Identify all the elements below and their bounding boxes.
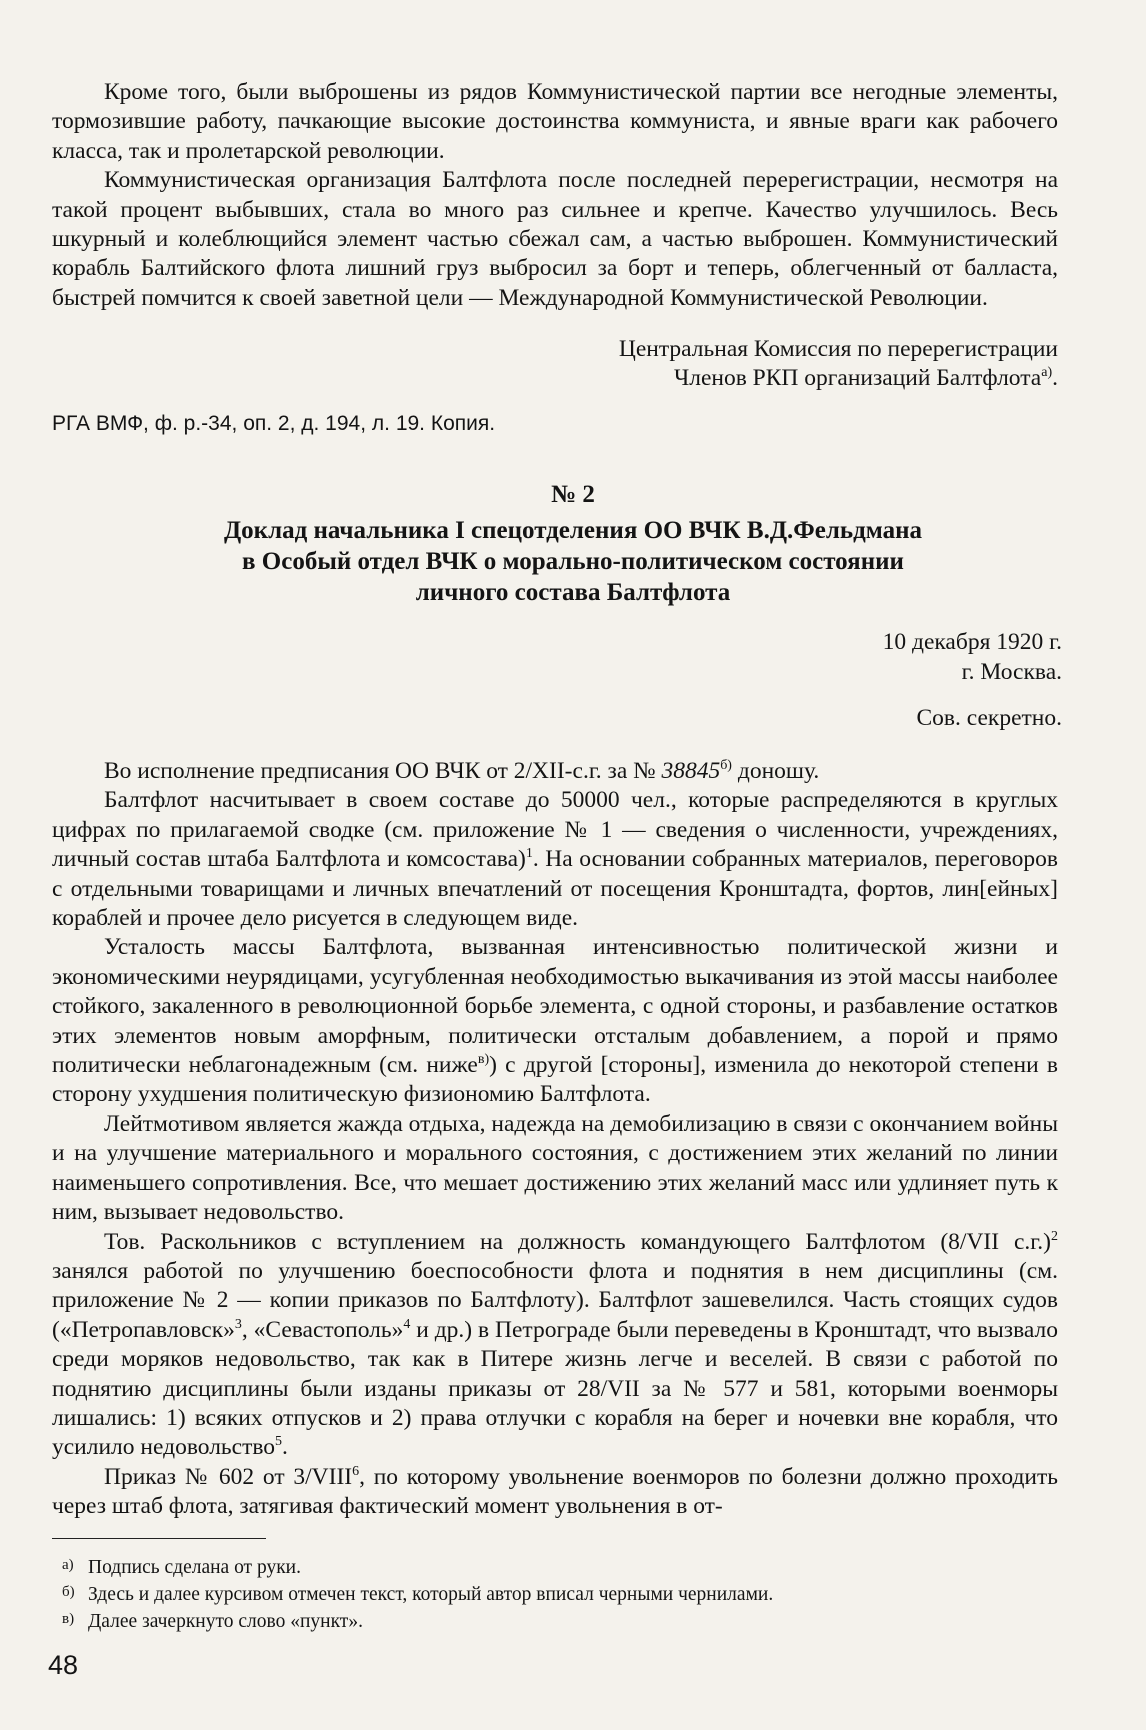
signature-line-2: Членов РКП организаций Балтфлота$^{а)}$.	[673, 365, 1058, 392]
footnotes	[62, 1554, 1042, 1635]
footnote-ref: а)	[1041, 365, 1053, 381]
endnote-ref: 4	[403, 1316, 411, 1332]
paragraph: Лейтмотивом является жажда отдыха, надежда на демобилизацию в связи с окончанием войны и на улучшение материального и морального состояния, с достижением этих желаний по линии наименьшего сопротивления. Все, что мешает достижению этих желаний масс или удлиняет путь к ним, вызывает недовольство.	[52, 1110, 1058, 1226]
paragraph: Балтфлот насчитывает в своем составе до 50000 чел., которые распределяются в круглых цифрах по прилагаемой сводке (см. приложение № 1 — сведения о численности, учреждениях, личный состав штаба Балтфлота и комсостава)$^1$. На основании собранных материалов, переговоров с отдельными товарищами и личных впечатлений от посещения Кронштадта, фортов, лин[ейных] кораблей и прочее дело рисуется в следующем виде.	[52, 787, 1058, 932]
footnote-mark: а)	[62, 1557, 74, 1573]
title-line: в Особый отдел ВЧК о морально-политическом состоянии	[242, 548, 904, 575]
document-date: 10 декабря 1920 г.	[882, 629, 1062, 655]
page-number: 48	[48, 1650, 79, 1680]
footnote	[62, 1581, 1042, 1608]
document-number: № 2	[551, 481, 595, 508]
archive-reference: РГА ВМФ, ф. р.-34, оп. 2, д. 194, л. 19. Копия.	[52, 412, 496, 435]
endnote-ref: 1	[525, 846, 533, 862]
paragraph: Кроме того, были выброшены из рядов Коммунистической партии все негодные элементы, тормозившие работу, пачкающие высокие достоинства коммуниста, и явные враги как рабочего класса, так и пролетарской революции.	[52, 79, 1058, 164]
report-body	[52, 757, 1058, 1522]
endnote-ref: 2	[1051, 1228, 1058, 1244]
endnote-ref: 3	[234, 1316, 242, 1332]
footnote	[62, 1554, 1042, 1581]
paragraph: Коммунистическая организация Балтфлота после последней перерегистрации, несмотря на такой процент выбывших, стала во много раз сильнее и крепче. Качество улучшилось. Весь шкурный и колеблющийся элемент частью сбежал сам, а частью выброшен. Коммунистический корабль Балтийского флота лишний груз выбросил за борт и теперь, облегченный от балласта, быстрей помчится к своей заветной цели — Международной Коммунистической Революции.	[52, 167, 1058, 311]
document-title	[110, 515, 1036, 608]
paragraph: Тов. Раскольников с вступлением на должность командующего Балтфлотом (8/VII с.г.)$^2$ занялся работой по улучшению боеспособности флота и поднятия в нем дисциплины (см. приложение № 2 — копии приказов по Балтфлоту). Балтфлот зашевелился. Часть стоящих судов («Петропавловск»$^3$, «Севастополь»$^4$ и др.) в Петрограде были переведены в Кронштадт, что вызвало среди моряков недовольство, так как в Питере жизнь легче и веселей. В связи с работой по поднятию дисциплины были изданы приказы от 28/VII за № 577 и 581, которыми военморы лишались: 1) всяких отпусков и 2) права отлучки с корабля на берег и ночевки вне корабля, что усилило недовольство$^5$.	[52, 1228, 1058, 1461]
footnote-text: Подпись сделана от руки.	[88, 1557, 301, 1578]
endnote-ref: 6	[352, 1463, 360, 1479]
footnote-ref: в)	[477, 1052, 490, 1068]
footnote	[62, 1608, 1042, 1635]
paragraph: Усталость массы Балтфлота, вызванная интенсивностью политической жизни и экономическими неурядицами, усугубленная необходимостью выкачивания из этой массы наиболее стойкого, закаленного в революционной борьбе элемента, с одной стороны, и разбавление остатков этих элементов новым аморфным, политически отсталым добавлением, а порой и прямо политически неблагонадежным (см. ниже$^{в)}$) с другой [стороны], изменила до некоторой степени в сторону ухудшения политическую физиономию Балтфлота.	[52, 934, 1058, 1108]
paragraph: Приказ № 602 от 3/VIII$^6$, по которому увольнение военморов по болезни должно проходить через штаб флота, затягивая фактический момент увольнения в от-	[52, 1463, 1058, 1520]
footnote-ref: б)	[720, 758, 732, 773]
signature-line: Центральная Комиссия по перерегистрации	[618, 336, 1058, 362]
title-line: Доклад начальника I спецотделения ОО ВЧК В.Д.Фельдмана	[223, 517, 923, 544]
endnote-ref: 5	[275, 1434, 283, 1450]
italic-number: 38845	[661, 758, 721, 784]
footnote-text: Далее зачеркнуто слово «пункт».	[88, 1611, 363, 1632]
footnote-mark: б)	[62, 1584, 75, 1600]
secrecy-stamp: Сов. секретно.	[916, 705, 1062, 731]
signature-block	[619, 335, 1058, 394]
date-place	[883, 627, 1062, 687]
footnote-text: Здесь и далее курсивом отмечен текст, который автор вписал черными чернилами.	[88, 1584, 774, 1605]
document-place: г. Москва.	[961, 659, 1062, 685]
paragraph: Во исполнение предписания ОО ВЧК от 2/XII-с.г. за № $38845^{б)}$ доношу.	[104, 758, 820, 784]
title-line: личного состава Балтфлота	[415, 579, 731, 606]
footnote-divider	[52, 1538, 266, 1539]
intro-text	[52, 78, 1058, 313]
footnote-mark: в)	[62, 1611, 75, 1627]
